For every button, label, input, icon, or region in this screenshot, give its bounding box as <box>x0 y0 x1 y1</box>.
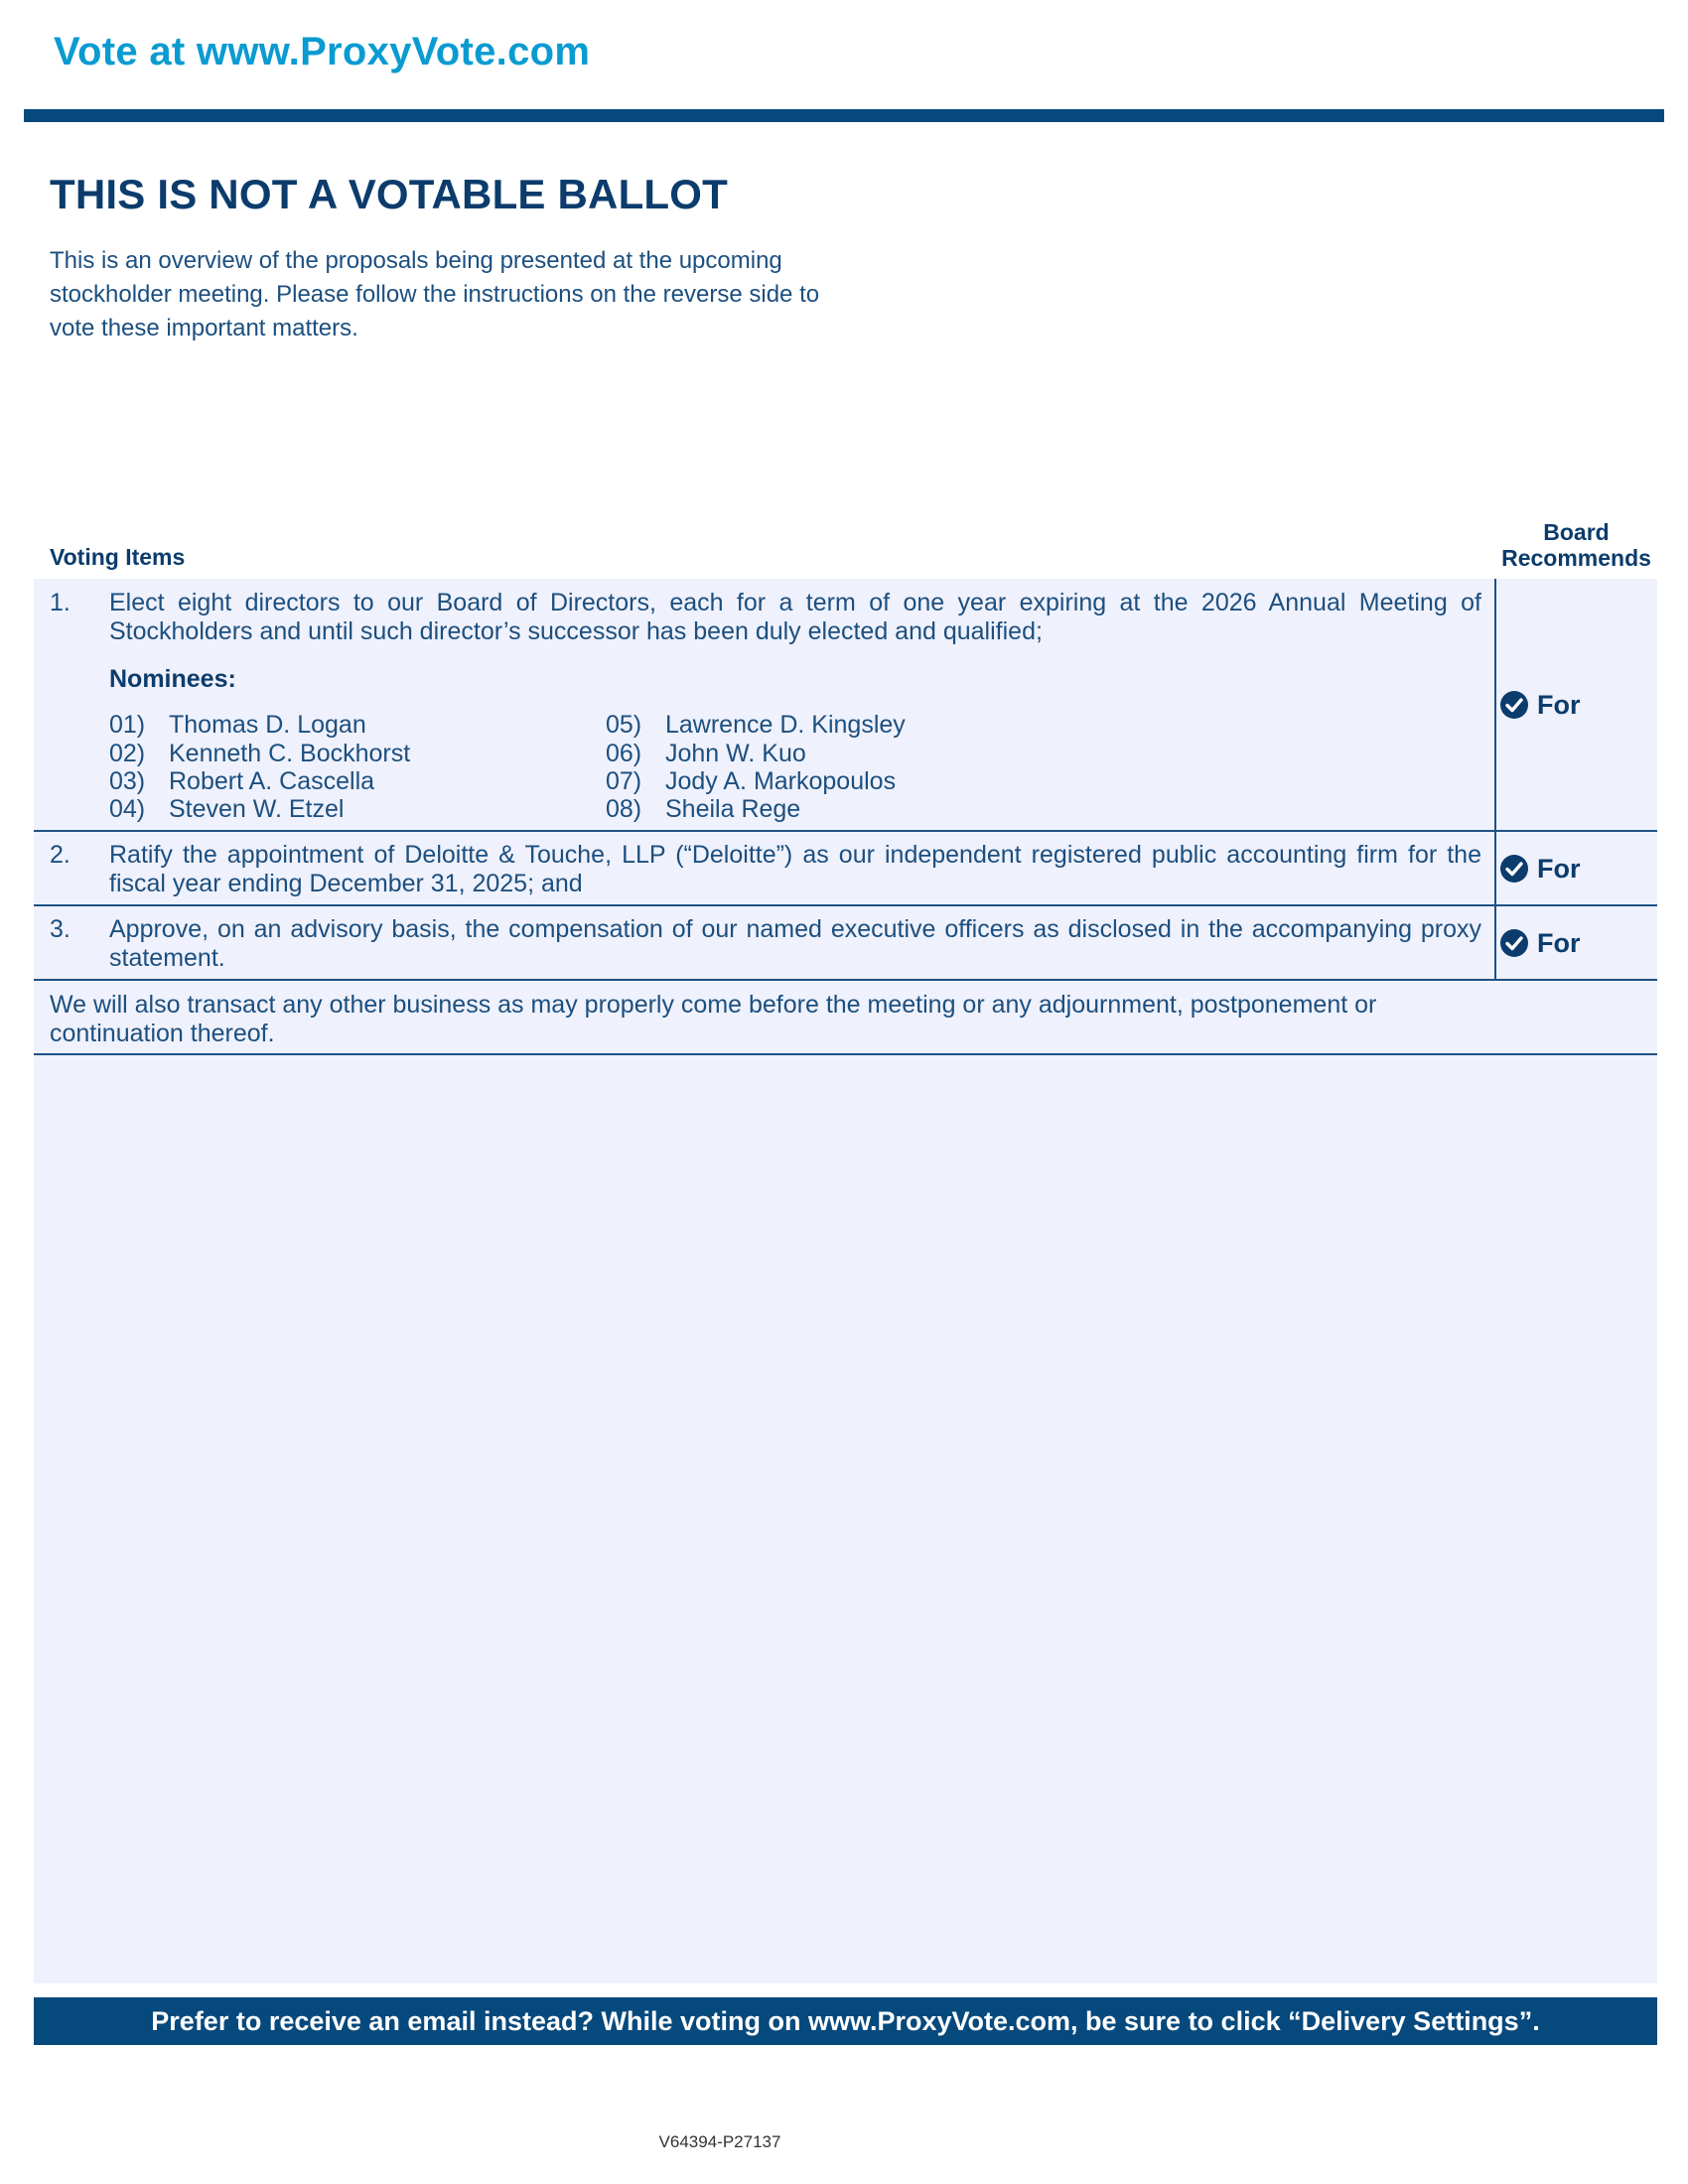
document-code: V64394-P27137 <box>658 2132 781 2151</box>
nominee-name: John W. Kuo <box>665 740 806 767</box>
item-3-number: 3. <box>50 915 70 943</box>
nominee-number: 07) <box>606 767 642 795</box>
nominee-item <box>109 711 366 740</box>
item-2-text: Ratify the appointment of Deloitte & Touche, LLP (“Deloitte”) as our independent registered public accounting firm for the fiscal year ending December 31, 2025; and <box>109 841 1481 897</box>
nominee-number: 08) <box>606 795 642 823</box>
row-divider <box>34 904 1657 906</box>
nominee-item <box>606 740 806 768</box>
nominee-item <box>606 767 896 796</box>
nominee-number: 01) <box>109 711 146 739</box>
item-1-recommendation <box>1499 688 1581 722</box>
nominee-item <box>606 711 906 740</box>
column-divider <box>1494 579 1496 979</box>
item-1-number: 1. <box>50 589 70 616</box>
page-title: THIS IS NOT A VOTABLE BALLOT <box>50 171 729 217</box>
board-recommends-heading: Board Recommends <box>1501 519 1651 571</box>
nominee-name: Steven W. Etzel <box>169 795 345 823</box>
check-circle-icon <box>1499 928 1529 958</box>
header-rule <box>24 109 1664 122</box>
nominee-number: 06) <box>606 740 642 767</box>
nominee-name: Thomas D. Logan <box>169 711 366 739</box>
voting-items-heading: Voting Items <box>50 544 186 570</box>
nominee-name: Lawrence D. Kingsley <box>665 711 906 739</box>
email-delivery-banner[interactable]: Prefer to receive an email instead? While voting on www.ProxyVote.com, be sure to click “Delivery Settings”. <box>34 1997 1657 2045</box>
recommendation-label: For <box>1537 689 1581 720</box>
nominee-number: 03) <box>109 767 146 795</box>
item-2-recommendation <box>1499 852 1581 886</box>
item-3-recommendation <box>1499 926 1581 960</box>
check-circle-icon <box>1499 854 1529 884</box>
row-divider <box>34 979 1657 981</box>
nominee-item <box>109 767 374 796</box>
nominee-number: 02) <box>109 740 146 767</box>
intro-text: This is an overview of the proposals being presented at the upcoming stockholder meeting. Please follow the instructions on the reverse side to vote these important matters. <box>50 247 820 341</box>
nominee-item <box>109 795 344 824</box>
nominees-label: Nominees: <box>109 665 236 693</box>
nominee-name: Jody A. Markopoulos <box>665 767 897 795</box>
row-divider <box>34 1053 1657 1055</box>
check-circle-icon <box>1499 690 1529 720</box>
nominee-number: 05) <box>606 711 642 739</box>
other-business-text: We will also transact any other business as may properly come before the meeting or any adjournment, postponement or continuation thereof. <box>50 991 1377 1047</box>
nominee-name: Sheila Rege <box>665 795 801 823</box>
nominee-name: Kenneth C. Bockhorst <box>169 740 411 767</box>
recommendation-label: For <box>1537 927 1581 958</box>
nominee-number: 04) <box>109 795 146 823</box>
header-title[interactable]: Vote at www.ProxyVote.com <box>54 30 591 73</box>
item-1-text: Elect eight directors to our Board of Directors, each for a term of one year expiring at the 2026 Annual Meeting of Stockholders and until such director’s successor has been duly elected and qualified; <box>109 589 1481 645</box>
recommendation-label: For <box>1537 853 1581 884</box>
item-3-text: Approve, on an advisory basis, the compensation of our named executive officers as disclosed in the accompanying proxy statement. <box>109 915 1481 972</box>
row-divider <box>34 830 1657 832</box>
item-2-number: 2. <box>50 841 70 869</box>
nominee-item <box>109 740 410 768</box>
nominee-name: Robert A. Cascella <box>169 767 375 795</box>
nominee-item <box>606 795 800 824</box>
